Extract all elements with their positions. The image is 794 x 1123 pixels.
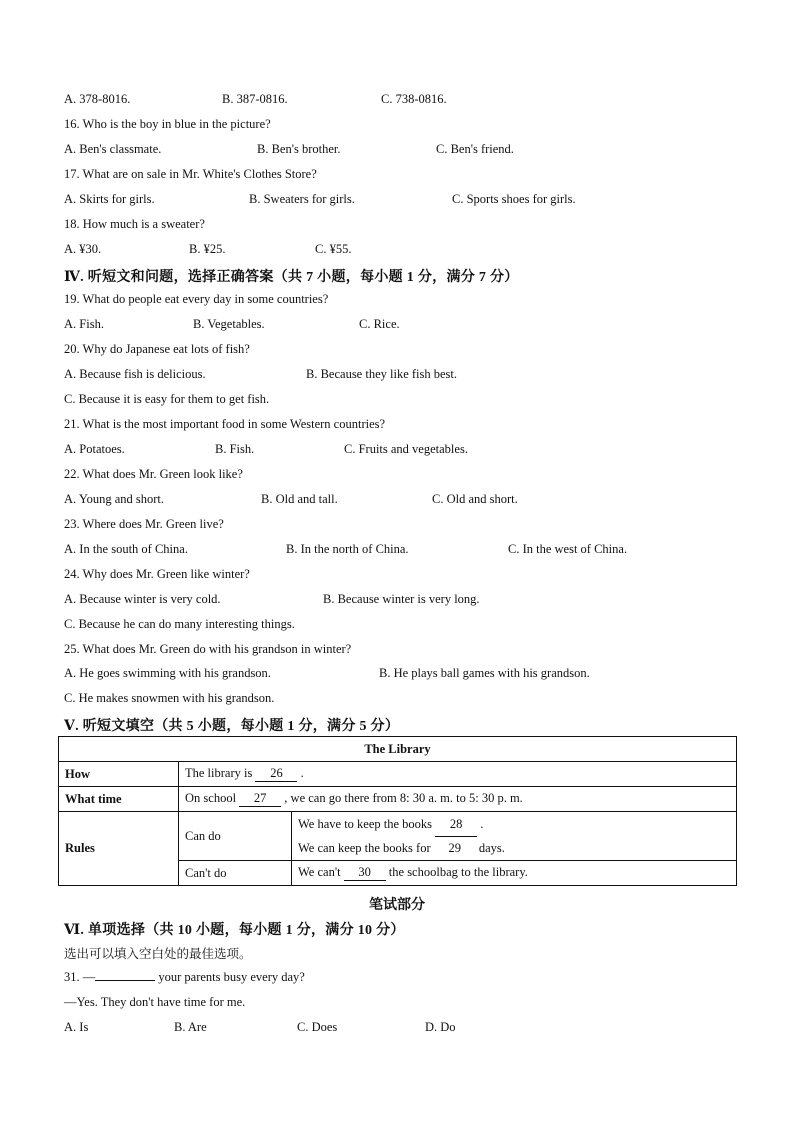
question-text: 16. Who is the boy in blue in the picture? bbox=[64, 117, 271, 131]
row-label-how: How bbox=[59, 762, 179, 787]
option-c: C. Ben's friend. bbox=[436, 142, 514, 156]
option-a: A. In the south of China. bbox=[64, 542, 188, 556]
answer-blank-30[interactable]: 30 bbox=[344, 865, 386, 881]
cell-text: We can keep the books for bbox=[298, 841, 431, 855]
answer-blank-27[interactable]: 27 bbox=[239, 791, 281, 807]
question-text: 23. Where does Mr. Green live? bbox=[64, 517, 224, 531]
answer-blank-28[interactable]: 28 bbox=[435, 812, 477, 837]
row-label-what-time: What time bbox=[59, 787, 179, 812]
row-content-what-time bbox=[179, 787, 737, 812]
option-c: C. Because it is easy for them to get fish. bbox=[64, 392, 270, 406]
option-c: C. Old and short. bbox=[432, 492, 518, 506]
question-text bbox=[64, 970, 305, 985]
option-b: B. Because winter is very long. bbox=[323, 592, 480, 606]
option-b: B. Ben's brother. bbox=[257, 142, 341, 156]
row-content-how bbox=[179, 762, 737, 787]
option-b: B. Vegetables. bbox=[193, 317, 265, 331]
question-text: 25. What does Mr. Green do with his grandson in winter? bbox=[64, 642, 352, 656]
option-c: C. ¥55. bbox=[315, 242, 352, 256]
option-b: B. Fish. bbox=[215, 442, 255, 456]
option-c: C. Rice. bbox=[359, 317, 400, 331]
option-a: A. Because winter is very cold. bbox=[64, 592, 221, 606]
cell-text: We can't bbox=[298, 865, 341, 879]
option-a: A. Young and short. bbox=[64, 492, 165, 506]
cell-text: days. bbox=[478, 841, 505, 855]
option-c: C. Fruits and vegetables. bbox=[344, 442, 468, 456]
library-table bbox=[58, 736, 737, 886]
option-b: B. Are bbox=[174, 1020, 207, 1034]
rules-cant-do-content bbox=[292, 861, 737, 886]
section-heading: Ⅵ. 单项选择（共 10 小题，每小题 1 分，满分 10 分） bbox=[64, 923, 405, 938]
cell-text: . bbox=[300, 766, 304, 780]
question-text: 18. How much is a sweater? bbox=[64, 217, 205, 231]
option-c: C. Because he can do many interesting things. bbox=[64, 617, 295, 631]
option-c: C. Sports shoes for girls. bbox=[452, 192, 576, 206]
question-prefix: 31. — bbox=[64, 970, 96, 984]
rules-cant-do-label: Can't do bbox=[179, 861, 292, 886]
option-c: C. He makes snowmen with his grandson. bbox=[64, 691, 275, 705]
section-heading: Ⅴ. 听短文填空（共 5 小题，每小题 1 分，满分 5 分） bbox=[64, 719, 400, 734]
question-text: 17. What are on sale in Mr. White's Clothes Store? bbox=[64, 167, 317, 181]
option-a: A. Skirts for girls. bbox=[64, 192, 155, 206]
question-text: 19. What do people eat every day in some countries? bbox=[64, 292, 329, 306]
section-instruction: 选出可以填入空白处的最佳选项。 bbox=[64, 947, 252, 961]
cell-text: On school bbox=[185, 791, 237, 805]
rules-can-do-content bbox=[292, 812, 737, 861]
option-b: B. ¥25. bbox=[189, 242, 226, 256]
answer-blank-26[interactable]: 26 bbox=[255, 766, 297, 782]
option-a: A. 378-8016. bbox=[64, 92, 131, 106]
written-part-title: 笔试部分 bbox=[369, 898, 425, 913]
table-title: The Library bbox=[59, 737, 737, 762]
question-text: 20. Why do Japanese eat lots of fish? bbox=[64, 342, 250, 356]
option-c: C. In the west of China. bbox=[508, 542, 628, 556]
option-a: A. Potatoes. bbox=[64, 442, 125, 456]
cell-text: The library is bbox=[185, 766, 253, 780]
option-d: D. Do bbox=[425, 1020, 456, 1034]
cell-text: , we can go there from 8: 30 a. m. to 5: 30 p. m. bbox=[284, 791, 523, 805]
option-a: A. Ben's classmate. bbox=[64, 142, 162, 156]
answer-blank-29[interactable]: 29 bbox=[434, 836, 476, 861]
option-b: B. In the north of China. bbox=[286, 542, 409, 556]
option-a: A. Is bbox=[64, 1020, 89, 1034]
question-reply: —Yes. They don't have time for me. bbox=[64, 995, 246, 1009]
cell-text: We have to keep the books bbox=[298, 817, 433, 831]
option-c: C. 738-0816. bbox=[381, 92, 447, 106]
option-b: B. Because they like fish best. bbox=[306, 367, 458, 381]
section-heading: Ⅳ. 听短文和问题，选择正确答案（共 7 小题，每小题 1 分，满分 7 分） bbox=[64, 270, 519, 285]
option-a: A. ¥30. bbox=[64, 242, 102, 256]
option-b: B. He plays ball games with his grandson. bbox=[379, 666, 590, 680]
option-a: A. Because fish is delicious. bbox=[64, 367, 206, 381]
option-a: A. Fish. bbox=[64, 317, 104, 331]
cell-text: the schoolbag to the library. bbox=[388, 865, 528, 879]
option-a: A. He goes swimming with his grandson. bbox=[64, 666, 271, 680]
rules-can-do-label: Can do bbox=[179, 812, 292, 861]
option-b: B. 387-0816. bbox=[222, 92, 288, 106]
option-b: B. Old and tall. bbox=[261, 492, 338, 506]
answer-blank-31[interactable] bbox=[95, 980, 155, 981]
question-text: 22. What does Mr. Green look like? bbox=[64, 467, 243, 481]
cell-text: . bbox=[480, 817, 484, 831]
row-label-rules: Rules bbox=[59, 812, 179, 886]
question-text: 21. What is the most important food in some Western countries? bbox=[64, 417, 386, 431]
option-c: C. Does bbox=[297, 1020, 338, 1034]
option-b: B. Sweaters for girls. bbox=[249, 192, 355, 206]
question-suffix: your parents busy every day? bbox=[158, 970, 305, 984]
question-text: 24. Why does Mr. Green like winter? bbox=[64, 567, 250, 581]
